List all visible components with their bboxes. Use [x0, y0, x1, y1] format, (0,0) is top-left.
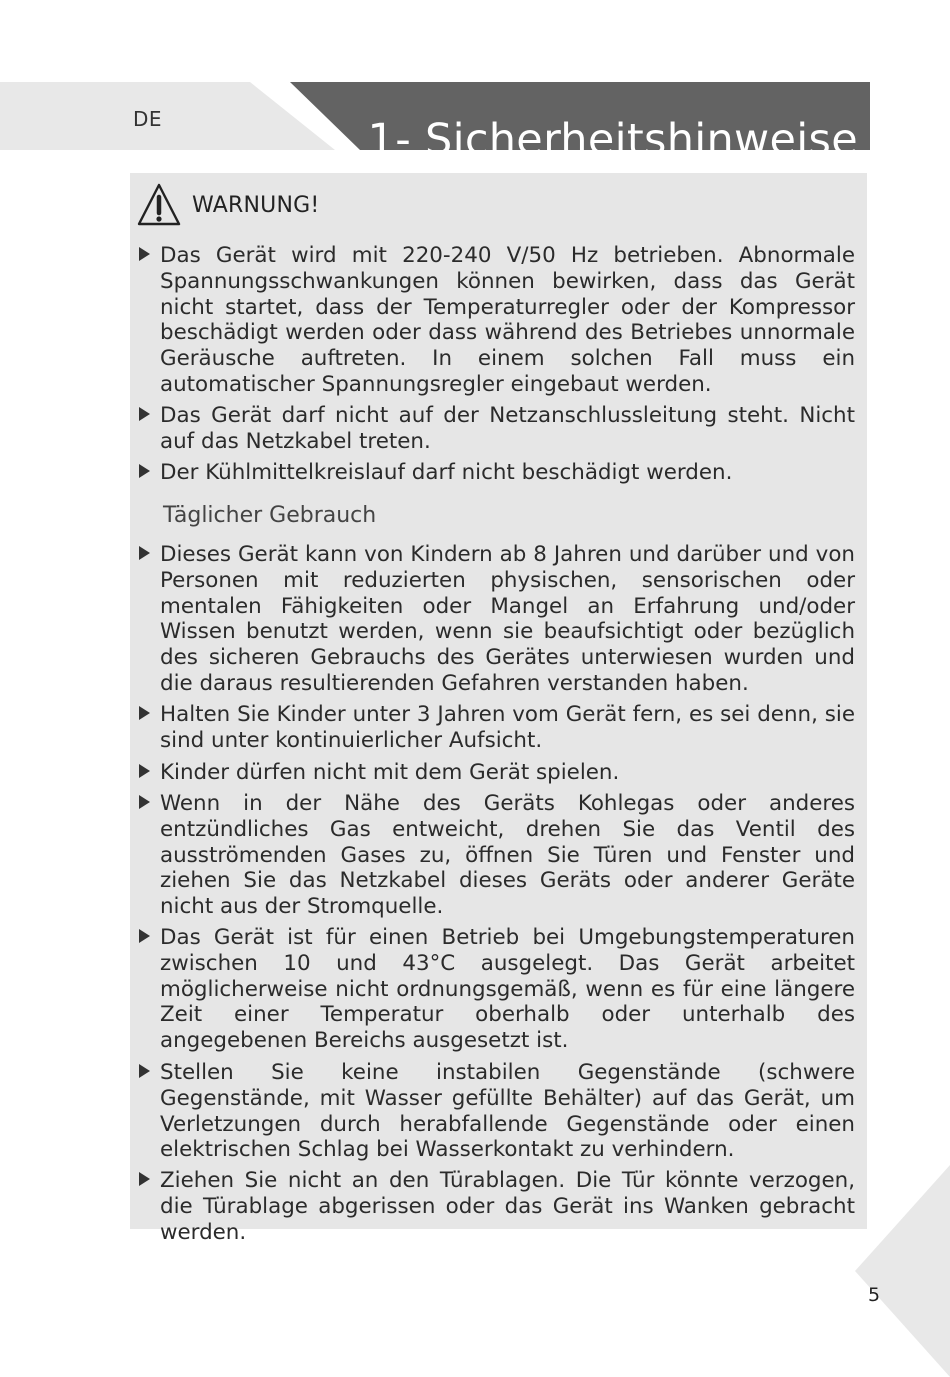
- list-item-text: Halten Sie Kinder unter 3 Jahren vom Gerät fern, es sei denn, sie sind unter kontinuierlicher Aufsicht.: [160, 702, 855, 753]
- list-item-text: Das Gerät wird mit 220-240 V/50 Hz betrieben. Abnormale Spannungsschwankungen können bewirken, dass das Gerät nicht startet, dass der Temperaturregler oder der Kompressor beschädigt werden oder dass während des Betriebes unnormale Geräusche auftreten. In einem solchen Fall muss ein automatischer Spannungsregler eingebaut werden.: [160, 243, 855, 397]
- list-item-text: Der Kühlmittelkreislauf darf nicht beschädigt werden.: [160, 460, 733, 485]
- list-item: [139, 1168, 855, 1245]
- list-item-text: Kinder dürfen nicht mit dem Gerät spielen.: [160, 760, 620, 785]
- bullet-arrow-icon: [139, 1064, 150, 1078]
- bullet-arrow-icon: [139, 247, 150, 261]
- list-item: [139, 460, 855, 486]
- bullet-arrow-icon: [139, 764, 150, 778]
- list-item: [139, 542, 855, 697]
- list-item: [139, 1060, 855, 1163]
- language-label: DE: [133, 107, 163, 131]
- list-item-text: Das Gerät ist für einen Betrieb bei Umgebungstemperaturen zwischen 10 und 43°C ausgelegt. Das Gerät arbeitet möglicherweise nicht ordnungsgemäß, wenn es für eine längere Zeit einer Temperatur oberhalb oder unterhalb des angegebenen Bereichs ausgesetzt ist.: [160, 925, 855, 1054]
- warning-triangle-icon: [136, 182, 182, 228]
- list-item: [139, 925, 855, 1054]
- warning-heading: [136, 181, 319, 229]
- bullet-arrow-icon: [139, 407, 150, 421]
- list-item-text: Das Gerät darf nicht auf der Netzanschlussleitung steht. Nicht auf das Netzkabel treten.: [160, 403, 855, 454]
- bullet-arrow-icon: [139, 929, 150, 943]
- list-item: [139, 403, 855, 455]
- section-heading: Täglicher Gebrauch: [163, 503, 377, 528]
- bullet-arrow-icon: [139, 546, 150, 560]
- list-item: [139, 760, 855, 786]
- page-title: 1- Sicherheitshinweise: [367, 114, 858, 165]
- list-item-text: Stellen Sie keine instabilen Gegenstände (schwere Gegenstände, mit Wasser gefüllte Behälter) auf das Gerät, um Verletzungen durch herabfallende Gegenstände oder einen elektrischen Schlag bei Wasserkontakt zu verhindern.: [160, 1060, 855, 1163]
- language-tab: [0, 82, 335, 150]
- bullet-arrow-icon: [139, 464, 150, 478]
- warning-title: WARNUNG!: [192, 192, 320, 218]
- bullet-arrow-icon: [139, 1172, 150, 1186]
- page-corner-decoration: [855, 1165, 950, 1377]
- list-item-text: Ziehen Sie nicht an den Türablagen. Die Tür könnte verzogen, die Türablage abgerissen oder das Gerät ins Wanken gebracht werden.: [160, 1168, 855, 1245]
- page-number: 5: [868, 1284, 881, 1306]
- list-item: [139, 243, 855, 398]
- bullet-arrow-icon: [139, 795, 150, 809]
- list-item-text: Wenn in der Nähe des Geräts Kohlegas oder anderes entzündliches Gas entweicht, drehen Sie das Ventil des ausströmenden Gases zu, öffnen Sie Türen und Fenster und ziehen Sie das Netzkabel dieses Geräts oder anderer Geräte nicht aus der Stromquelle.: [160, 791, 855, 920]
- list-item: [139, 702, 855, 754]
- list-item: [139, 791, 855, 920]
- list-item-text: Dieses Gerät kann von Kindern ab 8 Jahren und darüber und von Personen mit reduzierten physischen, sensorischen oder mentalen Fähigkeiten oder Mangel an Erfahrung und/oder Wissen benutzt werden, wenn sie beaufsichtigt oder bezüglich des sicheren Gebrauchs des Gerätes unterwiesen wurden und die daraus resultierenden Gefahren verstanden haben.: [160, 542, 855, 696]
- bullet-arrow-icon: [139, 706, 150, 720]
